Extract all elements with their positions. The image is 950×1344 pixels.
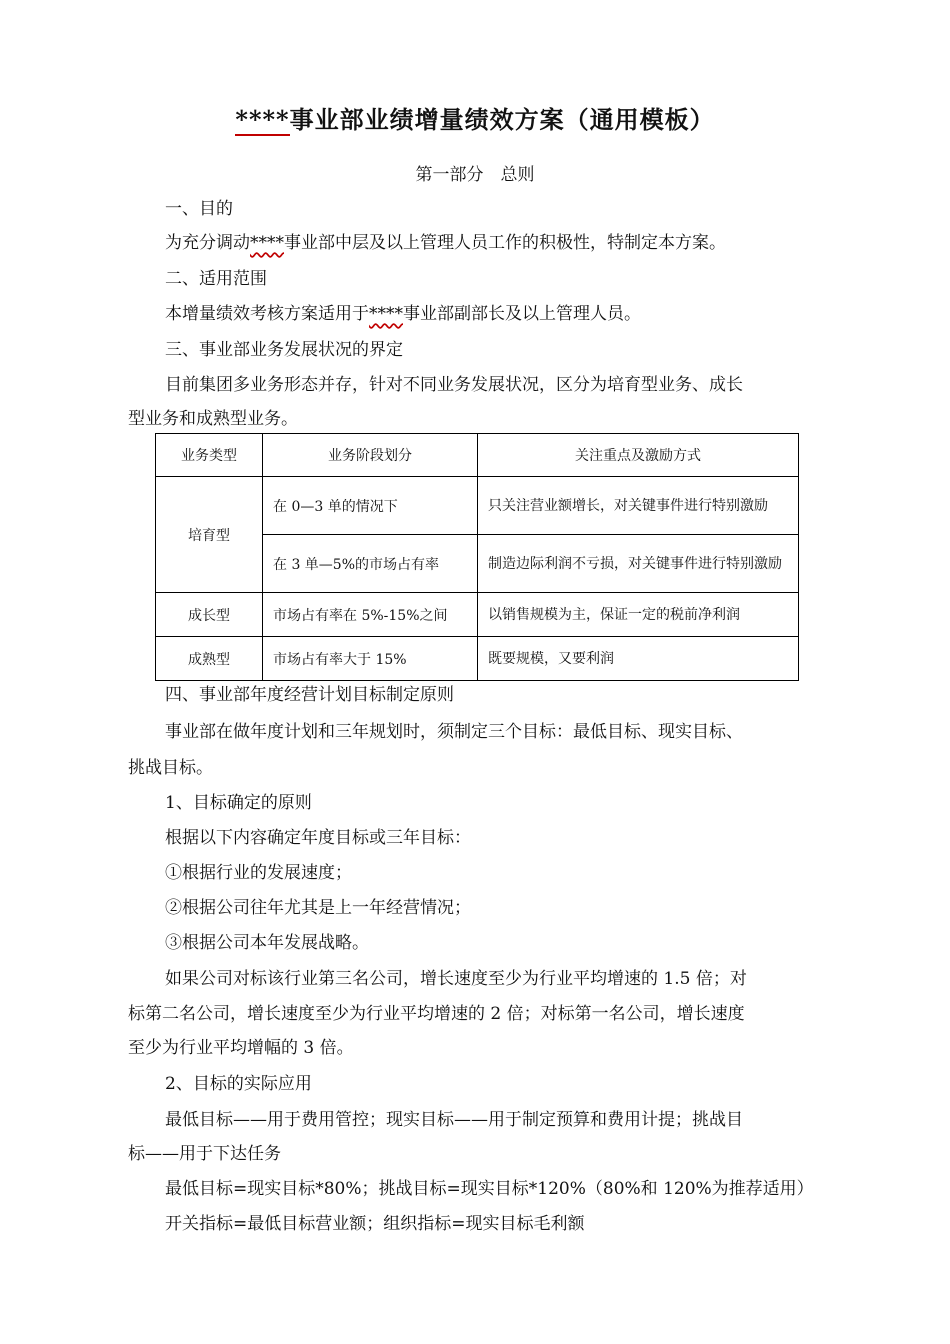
document-title — [0, 100, 950, 135]
table-row — [156, 477, 799, 535]
title-text: 事业部业绩增量绩效方案（通用模板） — [289, 105, 715, 134]
cell-type-mature: 成熟型 — [156, 637, 263, 681]
growth-paragraph-line3: 至少为行业平均增幅的 3 倍。 — [128, 1038, 354, 1058]
cell-stage: 市场占有率在 5%-15%之间 — [263, 593, 478, 637]
application-line1: 最低目标——用于费用管控；现实目标——用于制定预算和费用计提；挑战目 — [165, 1110, 743, 1130]
table-row — [156, 637, 799, 681]
section-4-paragraph-line2: 挑战目标。 — [128, 758, 213, 778]
list-item: ①根据行业的发展速度； — [165, 863, 352, 883]
section-3-heading: 三、事业部业务发展状况的界定 — [165, 340, 403, 360]
table-header-row — [156, 434, 799, 477]
list-item: ③根据公司本年发展战略。 — [165, 933, 369, 953]
header-business-type: 业务类型 — [156, 434, 263, 477]
section-4-paragraph-line1: 事业部在做年度计划和三年规划时，须制定三个目标：最低目标、现实目标、 — [165, 722, 743, 742]
application-line2: 标——用于下达任务 — [128, 1144, 281, 1164]
section-2-paragraph — [165, 297, 830, 331]
title-stars: **** — [235, 105, 290, 134]
section-1-paragraph — [165, 226, 830, 260]
header-focus: 关注重点及激励方式 — [478, 434, 799, 477]
subsection-1-heading: 1、目标确定的原则 — [165, 793, 312, 813]
sec1-stars: **** — [250, 233, 284, 253]
cell-focus: 既要规模，又要利润 — [478, 637, 799, 681]
indicator-line: 开关指标=最低目标营业额；组织指标=现实目标毛利额 — [165, 1214, 585, 1234]
table-row — [156, 593, 799, 637]
section-4-heading: 四、事业部年度经营计划目标制定原则 — [165, 685, 454, 705]
sec2-text-post: 事业部副部长及以上管理人员。 — [403, 304, 641, 324]
cell-focus: 以销售规模为主，保证一定的税前净利润 — [478, 593, 799, 637]
cell-focus: 只关注营业额增长，对关键事件进行特别激励 — [478, 477, 799, 535]
business-type-table — [155, 433, 799, 681]
growth-paragraph-line2: 标第二名公司，增长速度至少为行业平均增速的 2 倍；对标第一名公司，增长速度 — [128, 1004, 745, 1024]
cell-stage: 在 0—3 单的情况下 — [263, 477, 478, 535]
sec2-text-pre: 本增量绩效考核方案适用于 — [165, 304, 369, 324]
section-2-heading: 二、适用范围 — [165, 269, 267, 289]
sec1-text-post: 事业部中层及以上管理人员工作的积极性，特制定本方案。 — [284, 233, 726, 253]
section-1-heading: 一、目的 — [165, 199, 233, 219]
cell-type-nurture: 培育型 — [156, 477, 263, 593]
cell-stage: 在 3 单—5%的市场占有率 — [263, 535, 478, 593]
growth-paragraph-line1: 如果公司对标该行业第三名公司，增长速度至少为行业平均增速的 1.5 倍；对 — [165, 969, 747, 989]
cell-focus: 制造边际利润不亏损，对关键事件进行特别激励 — [478, 535, 799, 593]
subsection-1-intro: 根据以下内容确定年度目标或三年目标： — [165, 828, 471, 848]
list-item: ②根据公司往年尤其是上一年经营情况； — [165, 898, 471, 918]
subsection-2-heading: 2、目标的实际应用 — [165, 1074, 312, 1094]
sec2-stars: **** — [369, 304, 403, 324]
header-stage: 业务阶段划分 — [263, 434, 478, 477]
cell-type-growth: 成长型 — [156, 593, 263, 637]
cell-stage: 市场占有率大于 15% — [263, 637, 478, 681]
section-3-paragraph-line2: 型业务和成熟型业务。 — [128, 409, 298, 429]
sec1-text-pre: 为充分调动 — [165, 233, 250, 253]
part-title: 第一部分 总则 — [415, 165, 535, 185]
formula-line: 最低目标=现实目标*80%；挑战目标=现实目标*120%（80%和 120%为推荐适用） — [165, 1179, 814, 1199]
section-3-paragraph-line1: 目前集团多业务形态并存，针对不同业务发展状况，区分为培育型业务、成长 — [165, 375, 743, 395]
